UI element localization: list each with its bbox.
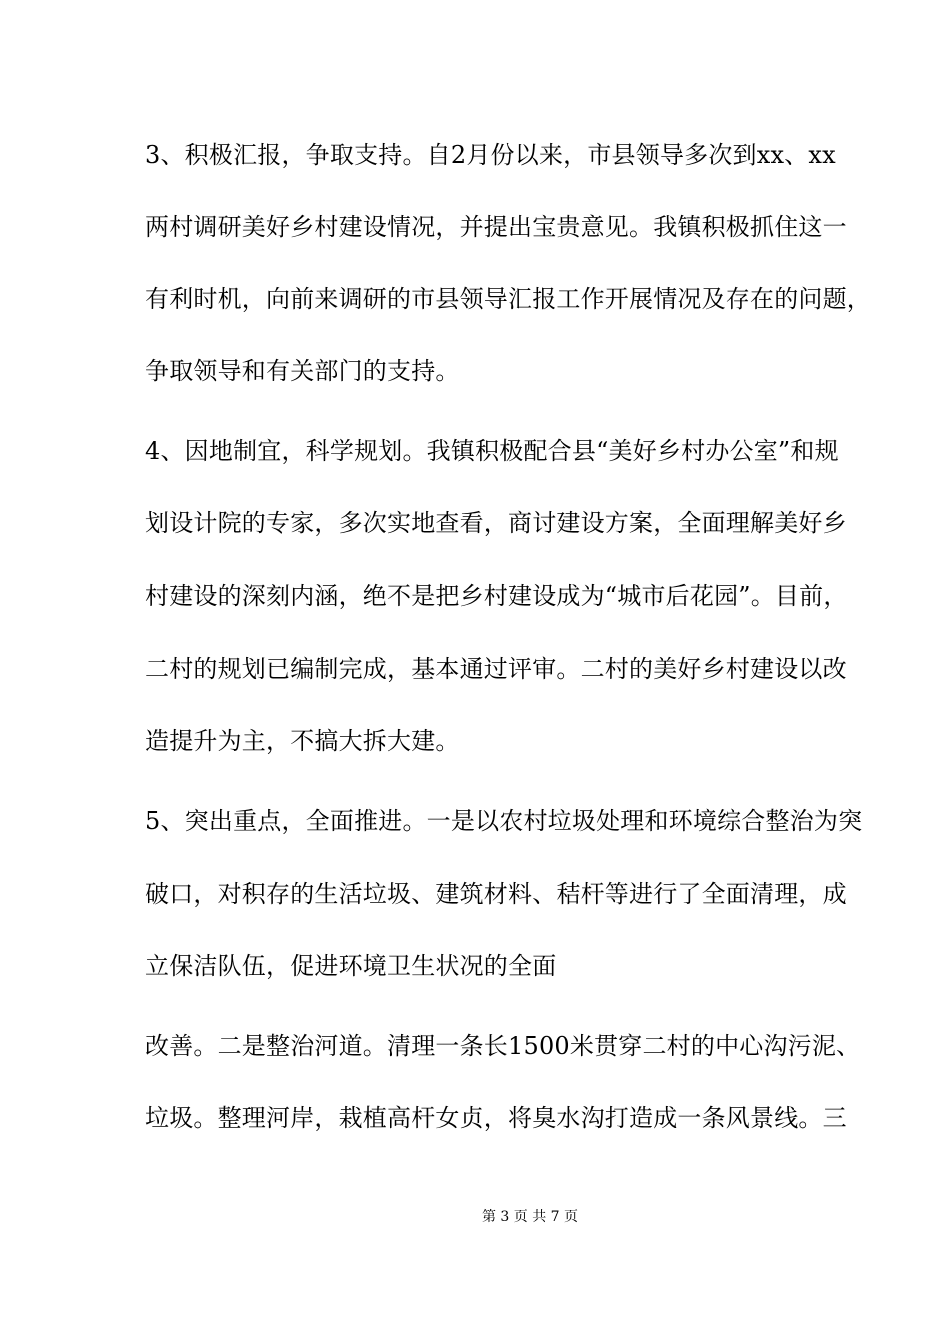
page-number-footer: 第 3 页 共 7 页 [481,1209,579,1225]
text-line: 4、因地制宜，科学规划。我镇积极配合县“美好乡村办公室”和规 [145,437,839,465]
text-line: 划设计院的专家，多次实地查看，商讨建设方案，全面理解美好乡 [145,509,847,537]
text-line: 立保洁队伍，促进环境卫生状况的全面 [145,952,557,980]
text-line: 村建设的深刻内涵，绝不是把乡村建设成为“城市后花园”。目前， [145,582,848,610]
text-line: 垃圾。整理河岸，栽植高杆女贞，将臭水沟打造成一条风景线。三 [145,1104,847,1132]
text-line: 两村调研美好乡村建设情况，并提出宝贵意见。我镇积极抓住这一 [145,213,847,241]
text-line: 破口，对积存的生活垃圾、建筑材料、秸杆等进行了全面清理，成 [145,880,847,908]
text-line: 争取领导和有关部门的支持。 [145,357,460,385]
text-line: 有利时机，向前来调研的市县领导汇报工作开展情况及存在的问题， [145,285,871,313]
text-line: 二村的规划已编制完成，基本通过评审。二村的美好乡村建设以改 [145,655,847,683]
text-line: 5、突出重点，全面推进。一是以农村垃圾处理和环境综合整治为突 [145,807,863,835]
text-line: 造提升为主，不搞大拆大建。 [145,727,460,755]
text-line: 3、积极汇报，争取支持。自2月份以来，市县领导多次到xx、xx [145,141,836,169]
text-line: 改善。二是整治河道。清理一条长1500米贯穿二村的中心沟污泥、 [145,1032,861,1060]
